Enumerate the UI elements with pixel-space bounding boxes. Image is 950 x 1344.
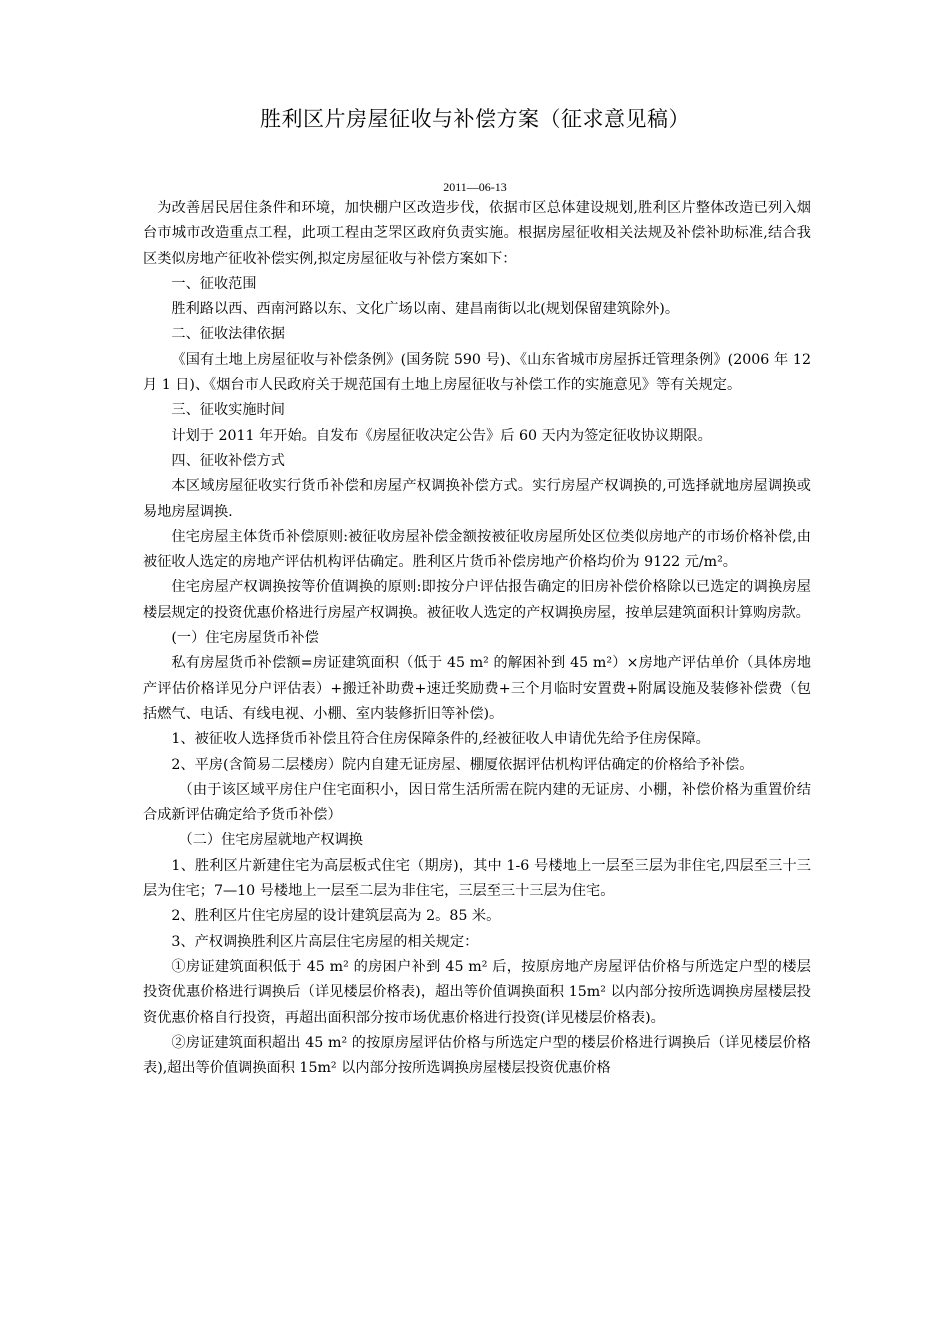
paragraph: 2、平房(含简易二层楼房）院内自建无证房屋、棚厦依据评估机构评估确定的价格给予补偿。 [171,756,754,773]
section-heading: 一、征收范围 [171,275,257,292]
section-heading: 二、征收法律依据 [171,326,285,343]
paragraph: 1、胜利区片新建住宅为高层板式住宅（期房)，其中 1-6 号楼地上一层至三层为非住宅,四层至三十三层为住宅；7—10 号楼地上一层至二层为非住宅，三层至三十三层为住宅。 [143,857,811,900]
paragraph: ①房证建筑面积低于 45 m² 的房困户补到 45 m² 后，按原房地产房屋评估价格与所选定户型的楼层投资优惠价格进行调换后（详见楼层价格表)，超出等价值调换面积 15m² 以内部分按所选调换房屋楼层投资优惠价格自行投资，再超出面积部分按市场优惠价格进行投资(详见楼层价格表)。 [143,958,811,1026]
paragraph: 住宅房屋产权调换按等价值调换的原则:即按分户评估报告确定的旧房补偿价格除以已选定的调换房屋楼层规定的投资优惠价格进行房屋产权调换。被征收人选定的产权调换房屋，按单层建筑面积计算购房款。 [143,579,811,621]
section-heading: 三、征收实施时间 [171,402,285,419]
paragraph: 本区域房屋征收实行货币补偿和房屋产权调换补偿方式。实行房屋产权调换的,可选择就地房屋调换或易地房屋调换. [143,478,811,520]
paragraph: 1、被征收人选择货币补偿且符合住房保障条件的,经被征收人申请优先给予住房保障。 [171,731,710,748]
paragraph: 住宅房屋主体货币补偿原则:被征收房屋补偿金额按被征收房屋所处区位类似房地产的市场价格补偿,由被征收人选定的房地产评估机构评估确定。胜利区片货币补偿房地产价格均价为 9122 元/m²。 [143,528,811,571]
paragraph: 3、产权调换胜利区片高层住宅房屋的相关规定： [171,933,479,950]
document-title: 胜利区片房屋征收与补偿方案（征求意见稿） [260,107,690,131]
section-heading: 四、征收补偿方式 [171,452,285,469]
paragraph: 《国有土地上房屋征收与补偿条例》(国务院 590 号)、《山东省城市房屋拆迁管理条例》(2006 年 12 月 1 日)、《烟台市人民政府关于规范国有土地上房屋征收与补偿工作的实施意见》等有关规定。 [143,351,811,394]
paragraph: 胜利路以西、西南河路以东、文化广场以南、建昌南街以北(规划保留建筑除外)。 [171,301,680,318]
paragraph: 计划于 2011 年开始。自发布《房屋征收决定公告》后 60 天内为签定征收协议期限。 [171,427,712,444]
paragraph: （由于该区域平房住户住宅面积小，因日常生活所需在院内建的无证房、小棚，补偿价格为重置价结合成新评估确定给予货币补偿） [143,781,811,824]
paragraph: ②房证建筑面积超出 45 m² 的按原房屋评估价格与所选定户型的楼层价格进行调换后（详见楼层价格表),超出等价值调换面积 15m² 以内部分按所选调换房屋楼层投资优惠价格 [143,1034,811,1077]
document-body [143,196,811,1081]
document-date: 2011—06-13 [443,180,507,194]
paragraph: 私有房屋货币补偿额=房证建筑面积（低于 45 m² 的解困补到 45 m²）×房地产评估单价（具体房地产评估价格详见分户评估表）+搬迁补助费+速迁奖励费+三个月临时安置费+附属设施及装修补偿费（包括燃气、电话、有线电视、小棚、室内装修折旧等补偿)。 [143,655,811,722]
paragraph: 2、胜利区片住宅房屋的设计建筑层高为 2。85 米。 [171,908,501,925]
section-heading: (一）住宅房屋货币补偿 [171,630,319,647]
paragraph: 为改善居民居住条件和环境，加快棚户区改造步伐，依据市区总体建设规划,胜利区片整体改造已列入烟台市城市改造重点工程，此项工程由芝罘区政府负责实施。根据房屋征收相关法规及补偿补助标准,结合我区类似房地产征收补偿实例,拟定房屋征收与补偿方案如下： [143,200,811,267]
paragraph: （二）住宅房屋就地产权调换 [178,832,363,849]
